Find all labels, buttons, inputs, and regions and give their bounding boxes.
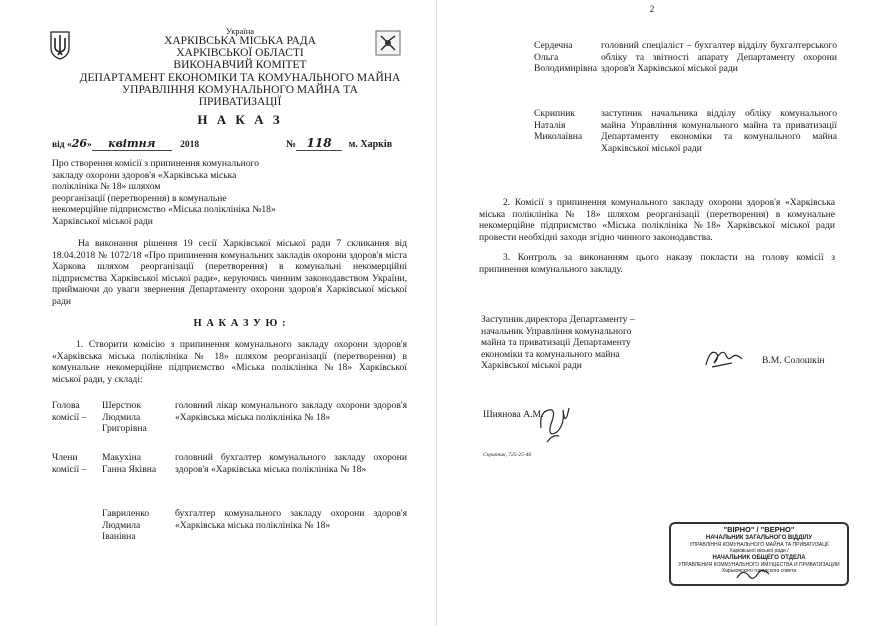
date-year: 2018 (180, 140, 200, 150)
member-name-3: Гавриленко Людмила Іванівна (102, 508, 150, 543)
date-mid: » (87, 140, 92, 150)
item-3: 3. Контроль за виконанням цього наказу покласти на голову комісії з припинення комунального закладу. (479, 252, 835, 275)
header-line-2: ХАРКІВСЬКОЇ ОБЛАСТІ (176, 47, 304, 60)
header-line-4: ДЕПАРТАМЕНТ ЕКОНОМІКИ ТА КОМУНАЛЬНОГО МАЙНА (79, 71, 401, 84)
item-2: 2. Комісії з припинення комунального закладу охорони здоров'я «Харківська міська поліклініка № 18» шляхом реорганізації (перетворення) в комунальне некомерційне підприємство «Міська поліклініка №18» Харківської міської ради провести необхідні заходи згідно чинного законодавства. (479, 197, 835, 243)
signer-title (481, 314, 681, 372)
date-month: квітня (92, 137, 172, 151)
page-2 (437, 0, 874, 626)
stamp-line-6: УПРАВЛЕНИЯ КОММУНАЛЬНОГО ИМУЩЕСТВА И ПРИВАТИЗАЦИИ (678, 562, 840, 568)
signature-stamp (733, 566, 773, 584)
header-block (70, 35, 410, 108)
role-members: Члени комісії – (52, 452, 87, 475)
signer-title-line-4: економіки та комунального майна (481, 348, 620, 360)
header-line-3: ВИКОНАВЧИЙ КОМІТЕТ (173, 59, 307, 72)
subject-block (52, 158, 312, 228)
member-position-4: головний спеціаліст – бухгалтер відділу бухгалтерського обліку та звітності апарату Департаменту охорони здоров'я Харківської міської ради (601, 40, 837, 75)
stamp-line-2: НАЧАЛЬНИК ЗАГАЛЬНОГО ВІДДІЛУ (705, 535, 813, 541)
member-position-2: головний бухгалтер комунального закладу охорони здоров'я «Харківська міська поліклініка № 18» (175, 452, 407, 475)
signature-director (702, 343, 746, 373)
subject-line-1: Про створення комісії з припинення комунального (52, 158, 259, 169)
subject-line-6: Харківської міської ради (52, 215, 153, 227)
seal-stamp-icon (375, 30, 401, 56)
subject-line-3: поліклініка № 18» шляхом (52, 181, 161, 193)
signer-title-line-2: начальник Управління комунального (481, 325, 632, 337)
order-number: 118 (296, 136, 342, 151)
date-day: 26 (71, 137, 88, 150)
stamp-line-7: Харьковского городского совета (721, 568, 797, 574)
member-name-2: Макухіна Ганна Яківна (102, 452, 157, 475)
role-chair: Голова комісії – (52, 400, 87, 423)
stamp-line-3: УПРАВЛІННЯ КОМУНАЛЬНОГО МАЙНА ТА ПРИВАТИЗАЦІЇ (689, 542, 829, 548)
member-position-5: заступник начальника відділу обліку комунального майна Управління комунального майна та приватизації Департаменту економіки та комунального майна Харківської міської ради (601, 108, 837, 154)
preamble: На виконання рішення 19 сесії Харківської міської ради 7 скликання від 18.04.2018 № 1072/18 «Про припинення комунальних закладів охорони здоров'я міста Харкова шляхом реорганізації (перетворення) в комунальні некомерційні підприємства Харківської міської ради», керуючись чинним законодавством України, приймаючи до уваги звернення Департаменту охорони здоров'я Харківської міської ради (52, 238, 407, 307)
executor-name: Шиянова А.М. (483, 409, 544, 420)
date-prefix: від « (52, 140, 72, 150)
signature-executor (535, 398, 575, 446)
order-heading: Н А К А З У Ю : (193, 318, 287, 329)
doc-type: Н А К А З (197, 112, 283, 127)
item-1: 1. Створити комісію з припинення комунального закладу охорони здоров'я «Харківська міська поліклініка № 18» шляхом реорганізації (перетворення) в комунальне некомерційне підприємство «Міська поліклініка №18» Харківської міської ради, у складі: (52, 339, 407, 385)
trident-emblem-icon (49, 30, 71, 60)
stamp-line-1: "ВІРНО" / "ВЕРНО" (723, 525, 795, 534)
member-position-3: бухгалтер комунального закладу охорони здоров'я «Харківська міська поліклініка № 18» (175, 508, 407, 531)
signer-title-line-5: Харківської міської ради (481, 360, 582, 372)
header-line-6: ПРИВАТИЗАЦІЇ (198, 96, 282, 109)
header-country: Україна (225, 26, 255, 36)
number-line (286, 136, 392, 151)
signer-title-line-3: майна та приватизації Департаменту (481, 337, 631, 349)
number-prefix: № (286, 139, 297, 150)
signer-title-line-1: Заступник директора Департаменту – (481, 314, 635, 325)
member-position-1: головний лікар комунального закладу охорони здоров'я «Харківська міська поліклініка № 18» (175, 400, 407, 423)
subject-line-4: реорганізації (перетворення) в комунальне (52, 192, 227, 204)
subject-line-2: закладу охорони здоров'я «Харківська міська (52, 169, 237, 181)
stamp-line-5: НАЧАЛЬНИК ОБЩЕГО ОТДЕЛА (712, 555, 806, 561)
member-name-1: Шерстюк Людмила Григорівна (102, 400, 147, 435)
executor-phone: Скрипник, 725-25-46 (483, 452, 532, 458)
header-line-5: УПРАВЛІННЯ КОМУНАЛЬНОГО МАЙНА ТА (122, 83, 358, 96)
signer-name: В.М. Солошкін (762, 355, 825, 366)
member-name-4: Сердечна Ольга Володимирівна (534, 40, 597, 75)
subject-line-5: некомерційне підприємство «Міська поліклініка №18» (52, 204, 276, 216)
stamp-line-4: Харківської міської ради / (729, 548, 789, 554)
page-number: 2 (649, 4, 655, 14)
member-name-5: Скрипник Наталія Миколаївна (534, 108, 583, 143)
city: м. Харків (348, 139, 393, 150)
header-line-1: ХАРКІВСЬКА МІСЬКА РАДА (164, 35, 316, 47)
date-line (52, 137, 199, 151)
